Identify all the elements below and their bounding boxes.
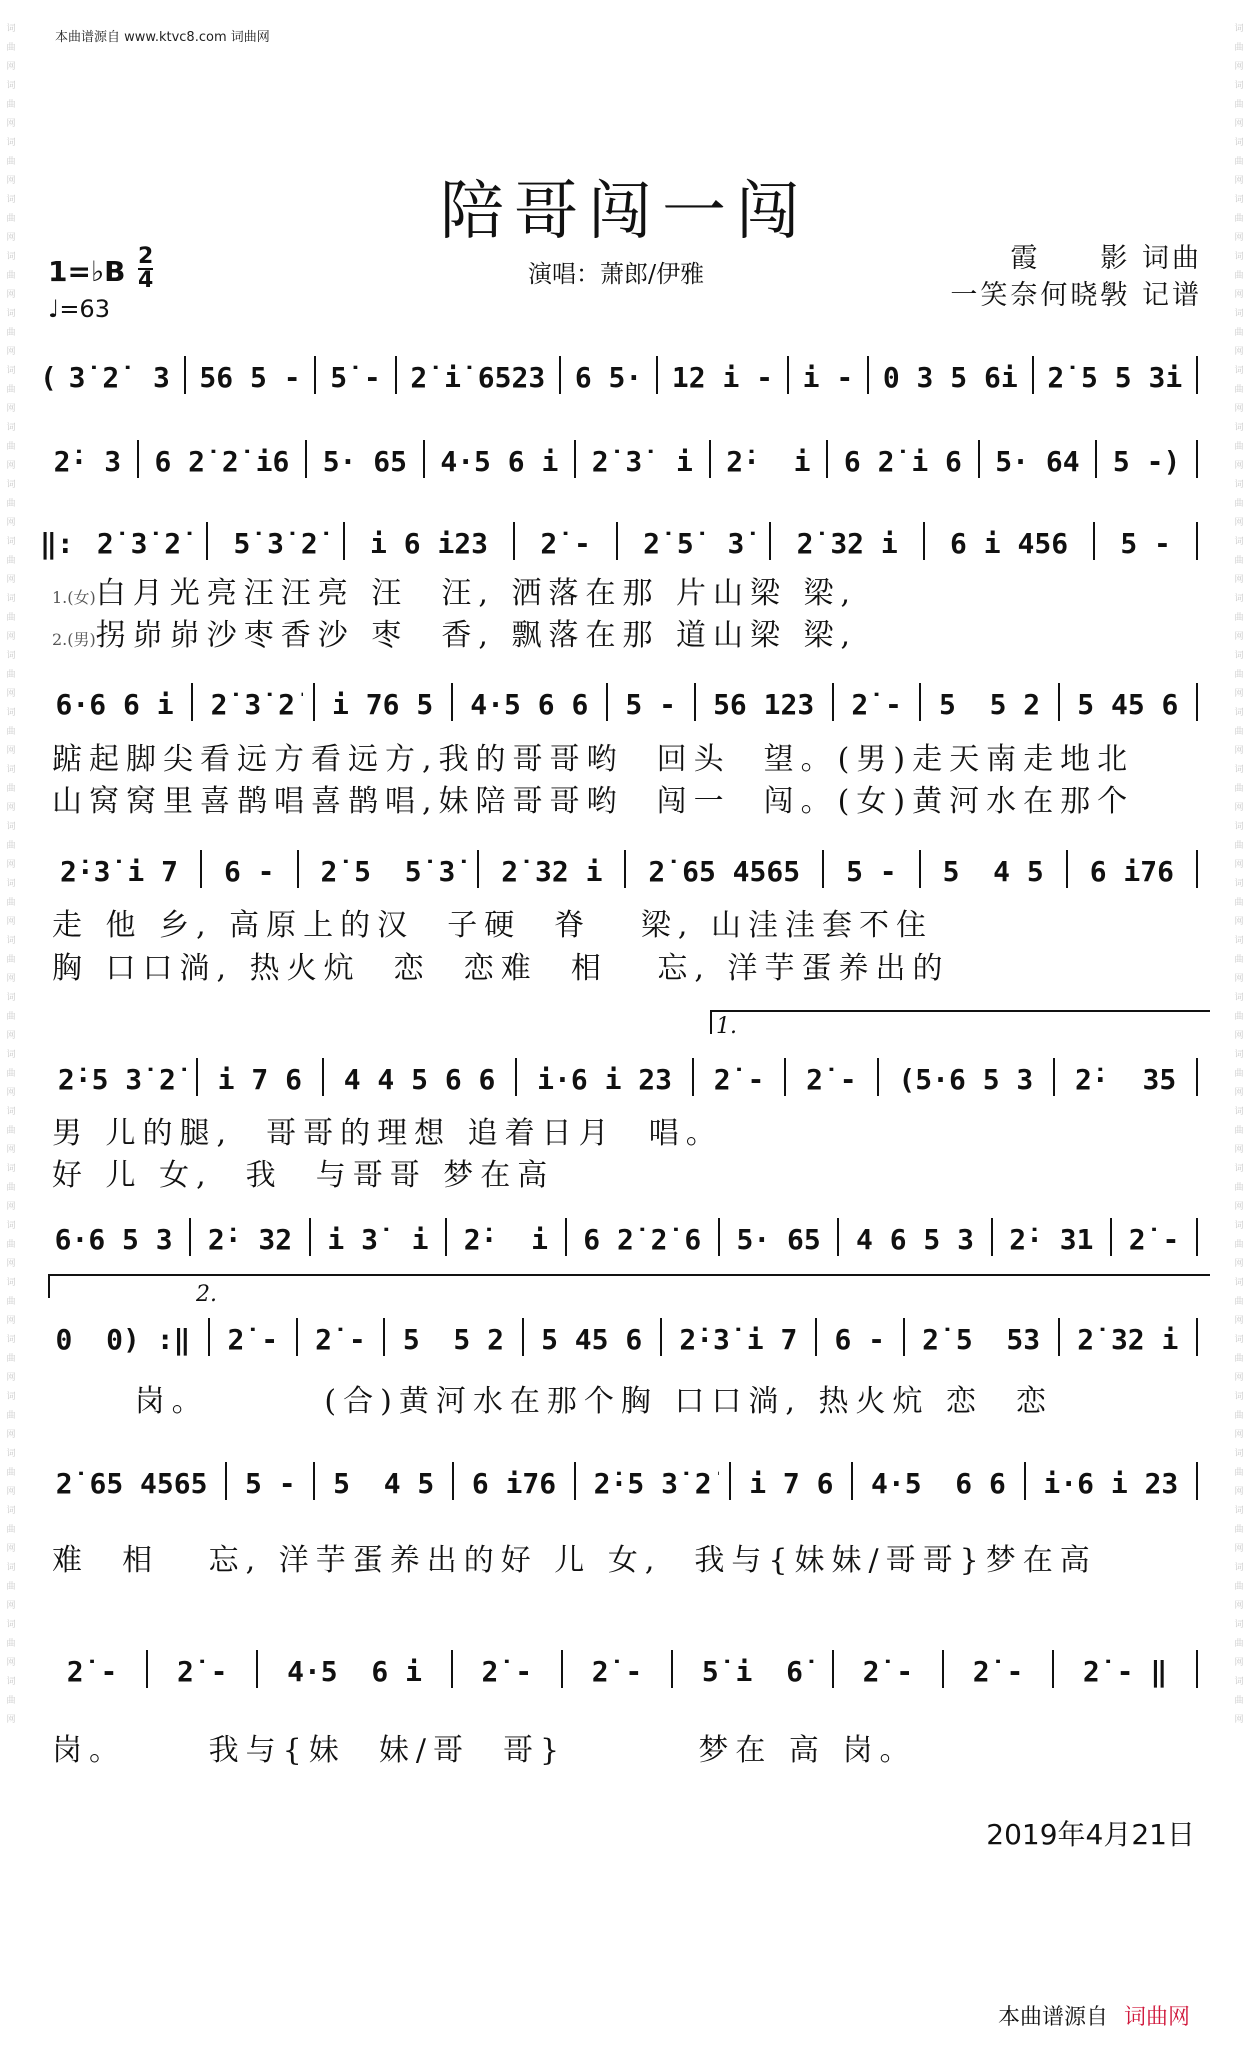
volta-label-second: 2.: [196, 1282, 217, 1307]
barline: [561, 1650, 563, 1688]
measure: 2̇ 3̇ 2̇: [96, 527, 182, 560]
lyric-a-row10: 岗。 我与{妹 妹/哥 哥} 梦在 高 岗。: [52, 1733, 917, 1768]
lyric-b-row6: 好 儿 女, 我 与哥哥 梦在高: [52, 1158, 555, 1193]
measure: 2̇ 65 4565: [648, 855, 801, 888]
lyric-v1-row3: [52, 568, 1212, 612]
barline: [1032, 356, 1034, 394]
barline: [522, 1318, 524, 1356]
barline: [189, 1218, 191, 1256]
barline: [919, 683, 921, 721]
notation-row: [40, 1318, 1208, 1356]
barline: [322, 1058, 324, 1096]
barline: [1024, 1462, 1026, 1500]
measure: 4 6 5 3: [856, 1223, 975, 1256]
measure: 5 5 2: [402, 1323, 504, 1356]
barline: [395, 356, 397, 394]
barline: [1196, 1462, 1198, 1500]
measure: 2̇ -: [806, 1063, 857, 1096]
barline: [208, 1318, 210, 1356]
volta-label-first: 1.: [716, 1014, 737, 1039]
measure: 2̇ -: [851, 688, 902, 721]
barline: [451, 683, 453, 721]
date-stamp: 2019年4月21日: [986, 1818, 1195, 1851]
measure: 5 -: [1120, 527, 1171, 560]
barline: [256, 1650, 258, 1688]
measure: 12 i -: [671, 361, 774, 394]
measure: 6 i 456: [950, 527, 1069, 560]
measure: 6 2̇ 2̇ 6: [583, 1223, 702, 1256]
barline: [313, 1462, 315, 1500]
measure: 5 4 5: [942, 855, 1044, 888]
measure: 2̇ 5 53: [922, 1323, 1041, 1356]
measure: 2̇ -: [540, 527, 591, 560]
measure: 2̇ 3̇ i: [591, 445, 693, 478]
measure: 2̇· 35: [1075, 1063, 1177, 1096]
footer-source: [998, 2000, 1190, 2031]
measure: 2̇ 5 5 3i: [1047, 361, 1183, 394]
barline: [942, 1650, 944, 1688]
measure: 2̇ -: [972, 1655, 1024, 1688]
barline: [1093, 522, 1095, 560]
barline: [196, 1058, 198, 1096]
measure: 2̇ 5̇ 3̇: [643, 527, 745, 560]
measure: 0 3 5 6i: [882, 361, 1018, 394]
measure: 2̇·5 3̇ 2̇: [593, 1467, 712, 1500]
measure: 2̇ 3̇ 2̇: [210, 688, 295, 721]
barline: [313, 683, 315, 721]
lyric-a-row4: 踮起脚尖看远方看远方,我的哥哥哟 回头 望。(男)走天南走地北: [52, 742, 1135, 777]
lyric-b-row4: 山窝窝里喜鹊唱喜鹊唱,妹陪哥哥哟 闯一 闯。(女)黄河水在那个: [52, 784, 1135, 819]
barline: [445, 1218, 447, 1256]
barline: [1196, 356, 1198, 394]
barline: [559, 356, 561, 394]
measure: 2̇ - ‖: [1082, 1655, 1168, 1688]
notation-row: [40, 1058, 1208, 1096]
lyric-text: 拐峁峁沙枣香沙 枣 香, 飘落在那 道山梁 梁,: [95, 618, 858, 653]
measure: 6 2̇ 2̇ i6: [154, 445, 290, 478]
measure: 5 -): [1112, 445, 1181, 478]
notation-row: [40, 1218, 1208, 1256]
barline: [1095, 440, 1097, 478]
notation-row: [40, 440, 1208, 478]
measure: i 76 5: [332, 688, 434, 721]
measure: 2̇ 32 i: [1077, 1323, 1179, 1356]
measure: 0 0) :‖: [55, 1323, 191, 1356]
barline: [1196, 683, 1198, 721]
measure: 5· 64: [995, 445, 1080, 478]
measure: 5̇ 3̇ 2̇: [233, 527, 318, 560]
barline: [383, 1318, 385, 1356]
barline: [671, 1650, 673, 1688]
footer-site-name: 词曲网: [1123, 2005, 1190, 2030]
barline: [606, 683, 608, 721]
measure: 6 -: [834, 1323, 886, 1356]
barline: [574, 440, 576, 478]
measure: i 6 i23: [370, 527, 489, 560]
measure: 2̇ -: [713, 1063, 765, 1096]
notation-row: [40, 522, 1208, 560]
measure: i·6 i 23: [537, 1063, 673, 1096]
barline: [1196, 522, 1198, 560]
measure: 2̇ -: [1128, 1223, 1180, 1256]
barline: [1058, 683, 1060, 721]
measure: 2̇ 32 i: [501, 855, 603, 888]
barline: [832, 1650, 834, 1688]
barline: [1196, 1650, 1198, 1688]
barline: [515, 1058, 517, 1096]
barline: [513, 522, 515, 560]
barline: [851, 1462, 853, 1500]
barline: [837, 1218, 839, 1256]
measure: 5̇ -: [330, 361, 381, 394]
lyric-text: 白月光亮汪汪亮 汪 汪, 洒落在那 片山梁 梁,: [95, 576, 858, 611]
measure: i 3̇ i: [327, 1223, 429, 1256]
barline: [1110, 1218, 1112, 1256]
barline: [660, 1318, 662, 1356]
measure: 5· 65: [736, 1223, 821, 1256]
measure: i 7 6: [749, 1467, 834, 1500]
lyric-a-row8: 岗。 (合)黄河水在那个胸 口口淌, 热火炕 恋 恋: [52, 1384, 1054, 1419]
row-lead-symbol: ‖:: [40, 527, 74, 560]
notation-row: [40, 1462, 1208, 1500]
measure: 2̇· i: [726, 445, 811, 478]
barline: [1196, 1218, 1198, 1256]
notation-row: [40, 356, 1208, 394]
verse-number: 1.(女): [52, 588, 96, 607]
barline: [423, 440, 425, 478]
lyric-a-row6: 男 儿的腿, 哥哥的理想 追着日月 唱。: [52, 1116, 723, 1151]
barline: [1052, 1650, 1054, 1688]
barline: [1066, 850, 1068, 888]
barline: [200, 850, 202, 888]
footer-source-text: 本曲谱源自: [997, 2005, 1108, 2030]
barline: [877, 1058, 879, 1096]
measure: 2̇·5 3̇ 2̇: [57, 1063, 176, 1096]
barline: [826, 440, 828, 478]
measure: 6 i76: [471, 1467, 557, 1500]
measure: 2̇ i̇ 6523: [410, 361, 546, 394]
measure: 2̇·3̇ i 7: [59, 855, 178, 888]
row-lead-symbol: (: [40, 361, 57, 394]
measure: 5 4 5: [333, 1467, 435, 1500]
barline: [191, 683, 193, 721]
barline: [694, 683, 696, 721]
barline: [656, 356, 658, 394]
barline: [1196, 1058, 1198, 1096]
measure: 6·6 6 i: [55, 688, 174, 721]
measure: 2̇ -: [591, 1655, 643, 1688]
meter-denominator: 4: [138, 268, 154, 293]
measure: 2̇ -: [862, 1655, 914, 1688]
measure: 3̇ 2̇ 3̇: [68, 361, 170, 394]
source-line: 本曲谱源自 www.ktvc8.com 词曲网: [55, 30, 270, 45]
measure: 5· 65: [322, 445, 407, 478]
measure: 2̇ -: [66, 1655, 118, 1688]
barline: [1053, 1058, 1055, 1096]
measure: 2̇· i: [463, 1223, 549, 1256]
measure: 6 2̇ i 6: [843, 445, 962, 478]
measure: 4·5 6 6: [470, 688, 589, 721]
measure: (5·6 5 3: [898, 1063, 1034, 1096]
barline: [146, 1650, 148, 1688]
barline: [184, 356, 186, 394]
barline: [709, 440, 711, 478]
barline: [137, 440, 139, 478]
measure: 5 5 2: [939, 688, 1041, 721]
barline: [451, 1650, 453, 1688]
meter-numerator: 2: [138, 244, 154, 269]
barline: [1196, 850, 1198, 888]
measure: 2̇ -: [315, 1323, 366, 1356]
barline: [919, 850, 921, 888]
singer-credit: 演唱：萧郎/伊雅: [528, 260, 705, 288]
barline: [822, 850, 824, 888]
measure: 2̇· 32: [207, 1223, 293, 1256]
barline: [692, 1058, 694, 1096]
lyric-b-row5: 胸 口口淌, 热火炕 恋 恋难 相 忘, 洋芋蛋养出的: [52, 951, 950, 986]
verse-number: 2.(男): [52, 630, 96, 649]
barline: [477, 850, 479, 888]
measure: 4·5 6 i: [287, 1655, 422, 1688]
notation-row: [40, 1650, 1208, 1688]
measure: 4·5 6 i: [440, 445, 559, 478]
measure: 5 -: [625, 688, 676, 721]
measure: i·6 i 23: [1043, 1467, 1179, 1500]
measure: 2̇·3̇ i 7: [679, 1323, 798, 1356]
barline: [784, 1058, 786, 1096]
barline: [815, 1318, 817, 1356]
measure: 6·6 5 3: [54, 1223, 173, 1256]
measure: 2̇ -: [481, 1655, 533, 1688]
measure: 2̇ 5 5̇ 3̇: [320, 855, 456, 888]
measure: 6 i76: [1089, 855, 1174, 888]
measure: 2̇· 3̇: [53, 445, 122, 478]
barline: [1196, 1318, 1198, 1356]
side-watermark-right: 词曲网词曲网词曲网词曲网词曲网词曲网词曲网词曲网词曲网词曲网词曲网词曲网词曲网词曲网词曲网词曲网词曲网词曲网词曲网词曲网词曲网词曲网词曲网词曲网词曲网词曲网词曲网词曲网词曲网词曲网: [1234, 24, 1244, 1725]
barline: [305, 440, 307, 478]
measure: 2̇· 31: [1009, 1223, 1094, 1256]
measure: 5 -: [846, 855, 897, 888]
barline: [1196, 440, 1198, 478]
barline: [991, 1218, 993, 1256]
barline: [296, 1318, 298, 1356]
measure: 56 5 -: [199, 361, 301, 394]
measure: 2̇ -: [176, 1655, 228, 1688]
time-signature: [138, 246, 153, 292]
barline: [309, 1218, 311, 1256]
barline: [923, 522, 925, 560]
measure: 6 5·: [574, 361, 643, 394]
measure: 4·5 6 6: [871, 1467, 1006, 1500]
notation-row: [40, 850, 1208, 888]
measure: 56 123: [713, 688, 815, 721]
barline: [832, 683, 834, 721]
lyric-a-row5: 走 他 乡, 高原上的汉 子硬 脊 梁, 山洼洼套不住: [52, 908, 933, 943]
barline: [452, 1462, 454, 1500]
measure: 2̇ 65 4565: [55, 1467, 208, 1500]
measure: 5 45 6: [541, 1323, 643, 1356]
barline: [718, 1218, 720, 1256]
barline: [787, 356, 789, 394]
measure: 2̇ -: [227, 1323, 279, 1356]
notation-row: [40, 683, 1208, 721]
side-watermark-left: 词曲网词曲网词曲网词曲网词曲网词曲网词曲网词曲网词曲网词曲网词曲网词曲网词曲网词曲网词曲网词曲网词曲网词曲网词曲网词曲网词曲网词曲网词曲网词曲网词曲网词曲网词曲网词曲网词曲网词曲网: [6, 24, 16, 1725]
measure: i -: [802, 361, 854, 394]
measure: 4 4 5 6 6: [343, 1063, 496, 1096]
measure: 5 45 6: [1077, 688, 1179, 721]
barline: [616, 522, 618, 560]
measure: 5̇ i 6̇: [701, 1655, 803, 1688]
key-signature: 1=♭B: [48, 255, 126, 288]
barline: [978, 440, 980, 478]
measure: 6 -: [223, 855, 275, 888]
measure: 5 -: [245, 1467, 296, 1500]
barline: [624, 850, 626, 888]
barline: [729, 1462, 731, 1500]
lyric-v2-row3: [52, 610, 1212, 654]
song-title: 陪哥闯一闯: [440, 175, 810, 249]
barline: [867, 356, 869, 394]
barline: [206, 522, 208, 560]
tempo-marking: ♩=63: [48, 295, 110, 323]
barline: [297, 850, 299, 888]
composer-credit: 霞 影 词曲: [1010, 243, 1202, 274]
volta-bracket-second: [48, 1274, 1210, 1298]
transcriber-credit: 一笑奈何晓斅 记谱: [950, 280, 1202, 311]
barline: [314, 356, 316, 394]
barline: [769, 522, 771, 560]
barline: [1058, 1318, 1060, 1356]
lyric-a-row9: 难 相 忘, 洋芋蛋养出的好 儿 女, 我与{妹妹/哥哥}梦在高: [52, 1543, 1097, 1578]
barline: [903, 1318, 905, 1356]
measure: 2̇ 32 i: [796, 527, 898, 560]
barline: [565, 1218, 567, 1256]
measure: i 7 6: [217, 1063, 302, 1096]
barline: [574, 1462, 576, 1500]
volta-bracket-first: [710, 1010, 1210, 1034]
barline: [343, 522, 345, 560]
barline: [225, 1462, 227, 1500]
